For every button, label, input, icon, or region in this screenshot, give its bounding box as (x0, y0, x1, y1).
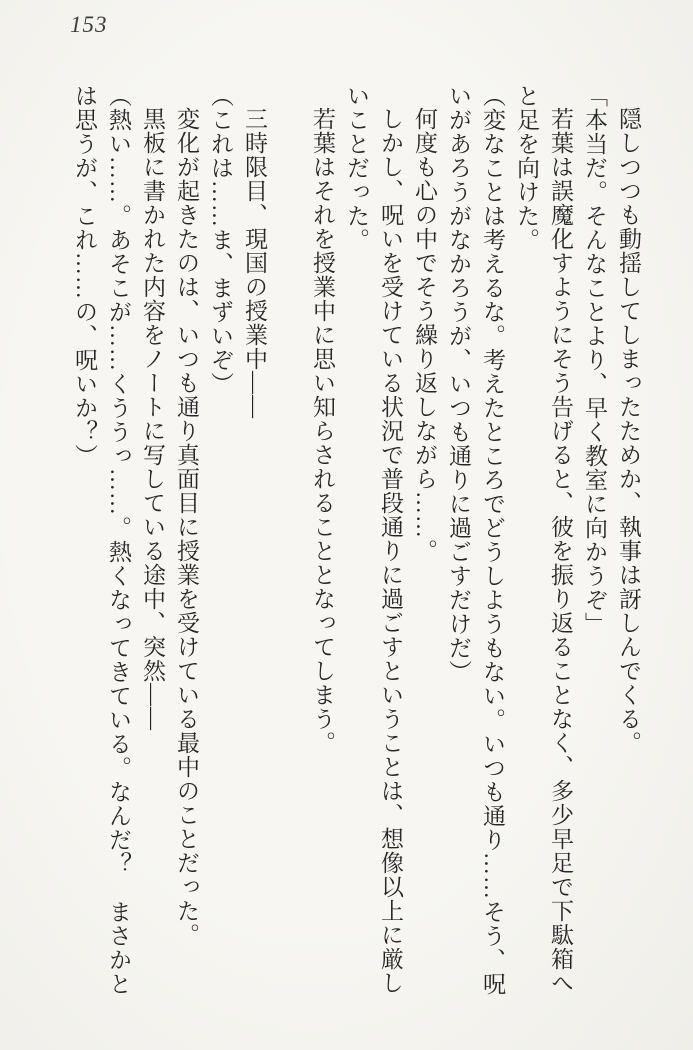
text-paragraph: 三時限目、現国の授業中―― (242, 107, 267, 419)
text-paragraph: 若葉はそれを授業中に思い知らされることとなってしまう。 (310, 107, 335, 755)
text-paragraph: （熱い……。あそこが……くううっ……。熱くなってきている。なんだ？ まさかとは思うが、これ……の、呪いか？） (72, 84, 131, 996)
text-paragraph: 黒板に書かれた内容をノートに写している途中、突然―― (140, 107, 165, 731)
text-paragraph: しかし、呪いを受けている状況で普段通りに過ごすということは、想像以上に厳しいことだった。 (344, 84, 403, 995)
text-paragraph: （変なことは考えるな。考えたところでどうしようもない。いつも通り……そう、呪いがあろうがなかろうが、いつも通りに過ごすだけだ） (446, 84, 505, 996)
page-number: 153 (70, 12, 108, 37)
vertical-text-block (67, 84, 645, 998)
text-paragraph: （これは……ま、まずいぞ） (208, 84, 233, 396)
paragraph-break (271, 84, 305, 998)
text-paragraph: 何度も心の中でそう繰り返しながら……。 (412, 107, 437, 563)
text-paragraph: 「本当だ。そんなことより、早く教室に向かうぞ」 (582, 84, 607, 636)
text-paragraph: 隠しつつも動揺してしまったためか、執事は訝しんでくる。 (616, 107, 641, 755)
text-paragraph: 若葉は誤魔化すようにそう告げると、彼を振り返ることなく、多少早足で下駄箱へと足を向けた。 (514, 84, 573, 995)
text-paragraph: 変化が起きたのは、いつも通り真面目に授業を受けている最中のことだった。 (174, 107, 199, 947)
